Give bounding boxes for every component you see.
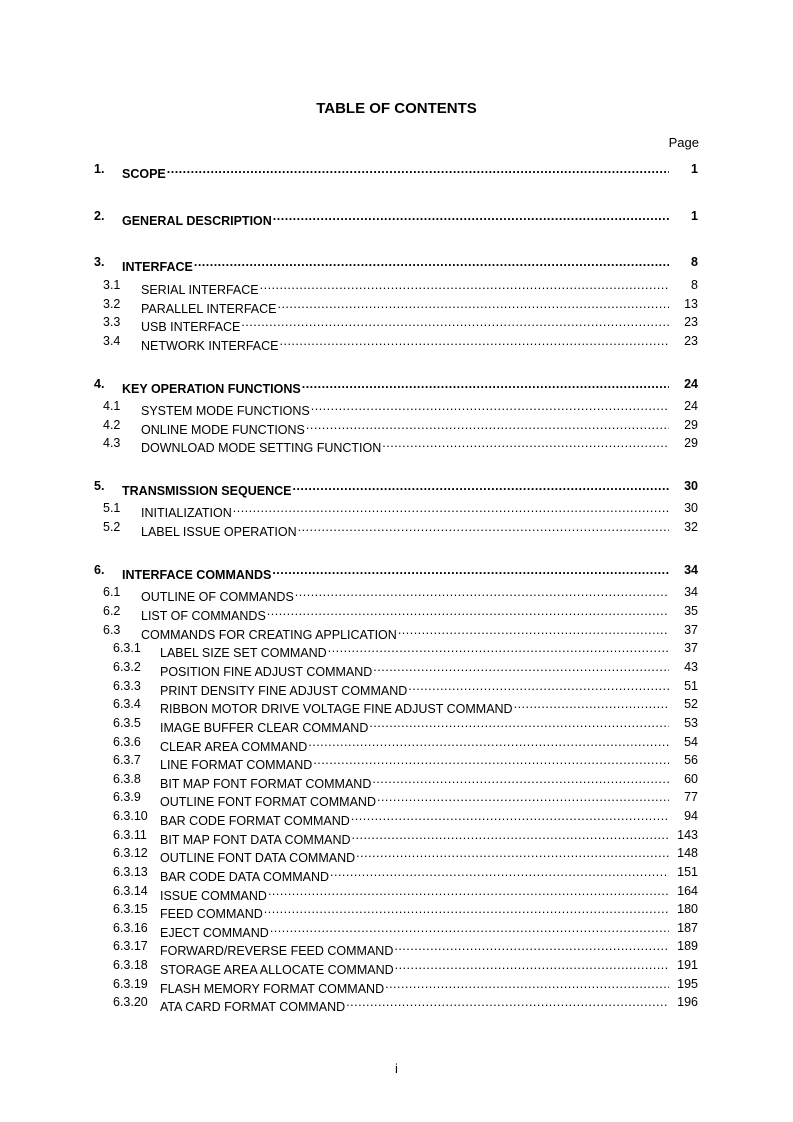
toc-entry[interactable] <box>0 602 793 623</box>
dot-leader <box>241 313 669 331</box>
toc-entry-page: 29 <box>684 418 698 432</box>
toc-entry-number: 6.3.5 <box>113 716 141 730</box>
toc-entry-number: 4.1 <box>103 399 121 413</box>
toc-entry-number: 6.3.11 <box>113 828 147 842</box>
toc-entry-title: INTERFACE COMMANDS <box>122 568 272 582</box>
toc-entry-title: ISSUE COMMAND <box>160 889 267 903</box>
toc-entry-number: 6.3.3 <box>113 679 141 693</box>
toc-entry[interactable] <box>0 397 793 418</box>
toc-entry-title: COMMANDS FOR CREATING APPLICATION <box>141 628 397 642</box>
toc-entry-page: 77 <box>684 790 698 804</box>
toc-entry[interactable] <box>0 561 793 582</box>
toc-entry-leader <box>141 332 669 355</box>
toc-entry-title: DOWNLOAD MODE SETTING FUNCTION <box>141 441 382 455</box>
toc-entry-title: FORWARD/REVERSE FEED COMMAND <box>160 944 394 958</box>
dot-leader <box>298 518 669 536</box>
dot-leader <box>264 900 669 918</box>
toc-entry[interactable] <box>0 518 793 539</box>
toc-entry-title: RIBBON MOTOR DRIVE VOLTAGE FINE ADJUST COMMAND <box>160 702 513 716</box>
dot-leader <box>311 397 669 415</box>
dot-leader <box>302 375 669 393</box>
toc-entry-page: 30 <box>684 501 698 515</box>
toc-entry[interactable] <box>0 160 793 181</box>
toc-entry-title: LABEL SIZE SET COMMAND <box>160 646 327 660</box>
toc-entry-number: 1. <box>94 162 105 176</box>
toc-entry-title: BAR CODE DATA COMMAND <box>160 870 329 884</box>
dot-leader <box>395 956 669 974</box>
toc-entry-number: 6.3.17 <box>113 939 148 953</box>
toc-entry[interactable] <box>0 826 793 847</box>
toc-entry-page: 23 <box>684 334 698 348</box>
toc-entry-leader <box>122 253 669 276</box>
dot-leader <box>292 477 669 495</box>
toc-entry-title: INTERFACE <box>122 260 193 274</box>
toc-entry-page: 13 <box>684 297 698 311</box>
toc-entry-title: OUTLINE OF COMMANDS <box>141 590 294 604</box>
toc-entry-page: 143 <box>677 828 698 842</box>
toc-entry-page: 53 <box>684 716 698 730</box>
toc-entry-page: 34 <box>684 563 698 577</box>
toc-entry[interactable] <box>0 751 793 772</box>
toc-entry-page: 196 <box>677 995 698 1009</box>
toc-entry-title: LIST OF COMMANDS <box>141 609 266 623</box>
toc-entry-page: 24 <box>684 399 698 413</box>
toc-entry-number: 4.3 <box>103 436 121 450</box>
toc-entry-leader <box>141 434 669 457</box>
toc-entry[interactable] <box>0 583 793 604</box>
toc-entry-number: 6.3.6 <box>113 735 141 749</box>
dot-leader <box>377 788 669 806</box>
toc-entry-title: FLASH MEMORY FORMAT COMMAND <box>160 982 385 996</box>
toc-entry-number: 6.3.7 <box>113 753 141 767</box>
dot-leader <box>280 332 669 350</box>
toc-entry-number: 3. <box>94 255 105 269</box>
dot-leader <box>351 807 669 825</box>
toc-entry-title: KEY OPERATION FUNCTIONS <box>122 382 301 396</box>
toc-entry-number: 4. <box>94 377 105 391</box>
toc-entry[interactable] <box>0 919 793 940</box>
toc-entry-page: 51 <box>684 679 698 693</box>
dot-leader <box>372 770 669 788</box>
dot-leader <box>313 751 669 769</box>
toc-entry-number: 6.3.8 <box>113 772 141 786</box>
toc-entry-page: 180 <box>677 902 698 916</box>
toc-entry-page: 23 <box>684 315 698 329</box>
toc-entry-page: 1 <box>691 162 698 176</box>
toc-entry-page: 60 <box>684 772 698 786</box>
toc-entry[interactable] <box>0 844 793 865</box>
toc-entry-title: TRANSMISSION SEQUENCE <box>122 484 292 498</box>
dot-leader <box>273 207 669 225</box>
dot-leader <box>385 975 669 993</box>
toc-entry-number: 6.3 <box>103 623 121 637</box>
toc-entry[interactable] <box>0 477 793 498</box>
dot-leader <box>306 416 669 434</box>
toc-entry-page: 8 <box>691 278 698 292</box>
toc-entry-number: 5.2 <box>103 520 121 534</box>
toc-entry[interactable] <box>0 434 793 455</box>
dot-leader <box>369 714 669 732</box>
toc-entry-page: 151 <box>677 865 698 879</box>
toc-entry-number: 6.3.2 <box>113 660 141 674</box>
toc-entry[interactable] <box>0 975 793 996</box>
toc-entry-title: CLEAR AREA COMMAND <box>160 740 308 754</box>
toc-entry[interactable] <box>0 714 793 735</box>
dot-leader <box>382 434 669 452</box>
toc-entry-leader <box>122 160 669 183</box>
dot-leader <box>328 639 669 657</box>
toc-entry-title: OUTLINE FONT DATA COMMAND <box>160 851 356 865</box>
toc-entry-page: 8 <box>691 255 698 269</box>
toc-entry-title: SERIAL INTERFACE <box>141 283 259 297</box>
toc-entry-title: STORAGE AREA ALLOCATE COMMAND <box>160 963 394 977</box>
toc-entry-page: 187 <box>677 921 698 935</box>
toc-entry-leader <box>122 375 669 398</box>
dot-leader <box>330 863 669 881</box>
page-column-label: Page <box>668 135 699 150</box>
toc-entry[interactable] <box>0 332 793 353</box>
toc-entry-number: 5. <box>94 479 105 493</box>
toc-entry[interactable] <box>0 937 793 958</box>
toc-entry-page: 35 <box>684 604 698 618</box>
toc-entry[interactable] <box>0 621 793 642</box>
dot-leader <box>277 295 669 313</box>
toc-entry[interactable] <box>0 677 793 698</box>
toc-entry-title: PARALLEL INTERFACE <box>141 302 277 316</box>
toc-entry-number: 5.1 <box>103 501 121 515</box>
toc-entry-page: 29 <box>684 436 698 450</box>
toc-entry-page: 56 <box>684 753 698 767</box>
toc-entry[interactable] <box>0 993 793 1014</box>
dot-leader <box>373 658 669 676</box>
dot-leader <box>295 583 669 601</box>
toc-entry-title: PRINT DENSITY FINE ADJUST COMMAND <box>160 684 408 698</box>
toc-entry[interactable] <box>0 295 793 316</box>
toc-entry-title: FEED COMMAND <box>160 907 263 921</box>
toc-entry-title: INITIALIZATION <box>141 506 232 520</box>
toc-entry-number: 4.2 <box>103 418 121 432</box>
dot-leader <box>346 993 669 1011</box>
toc-entry-page: 54 <box>684 735 698 749</box>
toc-entry-title: ATA CARD FORMAT COMMAND <box>160 1000 346 1014</box>
toc-entry-number: 6.3.12 <box>113 846 148 860</box>
toc-entry-title: SYSTEM MODE FUNCTIONS <box>141 404 310 418</box>
dot-leader <box>270 919 669 937</box>
toc-entry-leader <box>141 518 669 541</box>
toc-entry[interactable] <box>0 207 793 228</box>
toc-entry[interactable] <box>0 276 793 297</box>
toc-entry[interactable] <box>0 807 793 828</box>
dot-leader <box>356 844 669 862</box>
dot-leader <box>308 733 669 751</box>
toc-entry-page: 1 <box>691 209 698 223</box>
toc-entry-title: NETWORK INTERFACE <box>141 339 279 353</box>
toc-entry-page: 164 <box>677 884 698 898</box>
toc-entry-page: 94 <box>684 809 698 823</box>
toc-entry[interactable] <box>0 416 793 437</box>
toc-entry[interactable] <box>0 733 793 754</box>
toc-entry-number: 6.3.1 <box>113 641 141 655</box>
toc-entry-title: LINE FORMAT COMMAND <box>160 758 313 772</box>
toc-entry-number: 6.3.9 <box>113 790 141 804</box>
toc-entry[interactable] <box>0 658 793 679</box>
dot-leader <box>272 561 669 579</box>
toc-entry[interactable] <box>0 882 793 903</box>
toc-entry[interactable] <box>0 313 793 334</box>
toc-entry-title: LABEL ISSUE OPERATION <box>141 525 297 539</box>
toc-entry-number: 3.4 <box>103 334 121 348</box>
toc-entry-page: 37 <box>684 641 698 655</box>
dot-leader <box>352 826 669 844</box>
dot-leader <box>394 937 669 955</box>
toc-entry-number: 6.3.15 <box>113 902 148 916</box>
toc-entry-leader <box>122 561 669 584</box>
dot-leader <box>233 499 669 517</box>
toc-entry-page: 32 <box>684 520 698 534</box>
toc-entry-number: 6.3.16 <box>113 921 148 935</box>
toc-entry-title: USB INTERFACE <box>141 320 241 334</box>
toc-entry[interactable] <box>0 639 793 660</box>
toc-entry-page: 191 <box>677 958 698 972</box>
toc-entry[interactable] <box>0 375 793 396</box>
toc-entry-number: 3.3 <box>103 315 121 329</box>
toc-entry-number: 2. <box>94 209 105 223</box>
toc-entry-title: BAR CODE FORMAT COMMAND <box>160 814 350 828</box>
toc-entry-number: 6.2 <box>103 604 121 618</box>
toc-entry-title: EJECT COMMAND <box>160 926 269 940</box>
dot-leader <box>398 621 669 639</box>
toc-entry-title: BIT MAP FONT DATA COMMAND <box>160 833 351 847</box>
toc-title: TABLE OF CONTENTS <box>316 100 477 117</box>
toc-entry-title: OUTLINE FONT FORMAT COMMAND <box>160 795 376 809</box>
toc-entry-leader <box>160 993 669 1016</box>
dot-leader <box>194 253 669 271</box>
toc-entry-title: BIT MAP FONT FORMAT COMMAND <box>160 777 372 791</box>
toc-entry-page: 24 <box>684 377 698 391</box>
toc-entry[interactable] <box>0 253 793 274</box>
toc-entry-page: 148 <box>677 846 698 860</box>
toc-entry-title: ONLINE MODE FUNCTIONS <box>141 423 305 437</box>
toc-entry-number: 6.3.18 <box>113 958 148 972</box>
toc-entry[interactable] <box>0 770 793 791</box>
dot-leader <box>268 882 669 900</box>
toc-entry-title: GENERAL DESCRIPTION <box>122 214 272 228</box>
toc-entry-page: 52 <box>684 697 698 711</box>
toc-entry-page: 34 <box>684 585 698 599</box>
toc-entry-page: 195 <box>677 977 698 991</box>
toc-entry-number: 6.3.13 <box>113 865 148 879</box>
toc-entry-number: 6.3.4 <box>113 697 141 711</box>
toc-entry-page: 30 <box>684 479 698 493</box>
toc-entry-number: 6.3.14 <box>113 884 148 898</box>
toc-entry-page: 37 <box>684 623 698 637</box>
toc-entry[interactable] <box>0 956 793 977</box>
dot-leader <box>267 602 669 620</box>
footer-page-number: i <box>395 1061 398 1076</box>
toc-entry-leader <box>122 207 669 230</box>
dot-leader <box>514 695 669 713</box>
toc-entry[interactable] <box>0 695 793 716</box>
toc-entry[interactable] <box>0 788 793 809</box>
toc-entry-number: 6.3.19 <box>113 977 148 991</box>
toc-entry[interactable] <box>0 900 793 921</box>
dot-leader <box>408 677 669 695</box>
toc-entry-title: SCOPE <box>122 167 166 181</box>
toc-entry-number: 6. <box>94 563 105 577</box>
toc-entry-number: 6.1 <box>103 585 121 599</box>
toc-entry-leader <box>122 477 669 500</box>
dot-leader <box>260 276 669 294</box>
toc-entry-number: 6.3.10 <box>113 809 148 823</box>
toc-entry-number: 3.1 <box>103 278 121 292</box>
toc-entry-number: 6.3.20 <box>113 995 148 1009</box>
toc-entry-page: 189 <box>677 939 698 953</box>
toc-entry[interactable] <box>0 863 793 884</box>
toc-entry-page: 43 <box>684 660 698 674</box>
toc-entry-title: POSITION FINE ADJUST COMMAND <box>160 665 373 679</box>
toc-entry-number: 3.2 <box>103 297 121 311</box>
toc-entry-title: IMAGE BUFFER CLEAR COMMAND <box>160 721 369 735</box>
dot-leader <box>167 160 669 178</box>
toc-entry[interactable] <box>0 499 793 520</box>
